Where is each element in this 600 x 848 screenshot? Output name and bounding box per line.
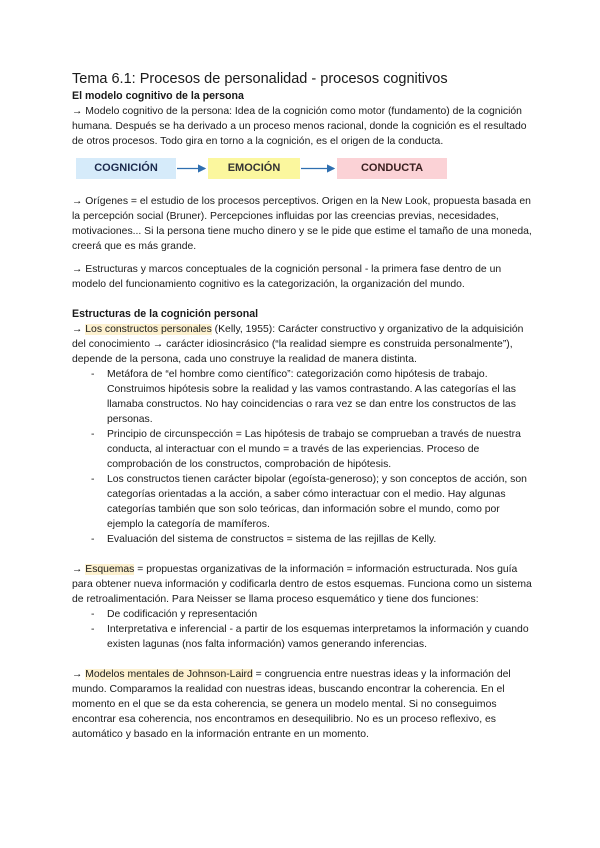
list-item: - Interpretativa e inferencial - a partir de los esquemas interpretamos la información y cuando existen lagunas (nos falta información) vamos generando inferencias. <box>94 622 532 652</box>
term-constructos: Los constructos personales <box>85 324 212 335</box>
list-item: - Principio de circunspección = Las hipótesis de trabajo se comprueban a través de nuestra conducta, al interactuar con el mundo = a través de las experiencias. Proceso de comprobación de los constructos, comprobación de hipótesis. <box>94 427 532 472</box>
paragraph-esquemas: → Esquemas = propuestas organizativas de la información = información estructurada. Nos guía para obtener nueva información y codificarla dentro de estos esquemas. Funciona como un sistema de retroalimentación. Para Neisser se llama proceso esquemático y tiene dos funciones: <box>72 564 532 605</box>
paragraph-modelos-mentales: → Modelos mentales de Johnson-Laird = congruencia entre nuestras ideas y la información del mundo. Comparamos la realidad con nuestras ideas, buscando encontrar la coherencia. En el momento en el que se da esta coherencia, se genera un modelo mental. Si no conseguimos encontrar esa coherencia, nos encontramos en desequilibrio. No es un proceso reflexivo, es automático y basado en la información entrante en un momento. <box>72 669 511 740</box>
section-heading-modelo: El modelo cognitivo de la persona <box>72 90 244 102</box>
list-item: - Los constructos tienen carácter bipolar (egoísta-generoso); y son conceptos de acción, son categorías orientadas a la acción, a saber cómo interactuar con el medio. Hay algunas categorías también que son solo teóricas, dan información sobre el mundo, como por ejemplo la categoría de mamíferos. <box>94 472 532 532</box>
list-constructos <box>72 367 532 547</box>
paragraph-modelo: → Modelo cognitivo de la persona: Idea de la cognición como motor (fundamento) de la cognición humana. Después se ha derivado a un proceso menos racional, donde la cognición es el resultado de otros procesos. Todo gira en torno a la cognición, es el origen de la conducta. <box>72 106 527 147</box>
paragraph-origenes: → Orígenes = el estudio de los procesos perceptivos. Origen en la New Look, propuesta basada en la percepción social (Bruner). Percepciones influidas por las creencias previas, necesidades, motivaciones... Si la persona tiene mucho dinero y se le pide que estime el tamaño de una moneda, creerá que es más grande. <box>72 196 532 252</box>
document-page <box>72 70 532 742</box>
list-item: - De codificación y representación <box>94 607 532 622</box>
paragraph-estructuras: → Estructuras y marcos conceptuales de la cognición personal - la primera fase dentro de un modelo del funcionamiento cognitivo es la categorización, la organización del mundo. <box>72 264 502 290</box>
flow-diagram <box>72 158 532 182</box>
page-title: Tema 6.1: Procesos de personalidad - procesos cognitivos <box>72 71 448 87</box>
list-esquemas <box>72 607 532 652</box>
paragraph-constructos: → Los constructos personales (Kelly, 1955): Carácter constructivo y organizativo de la adquisición del conocimiento → carácter idiosincrásico (“la realidad siempre es construida personalmente”), depende de la persona, cada uno construye la realidad de manera distinta. <box>72 324 524 365</box>
list-item: - Evaluación del sistema de constructos = sistema de las rejillas de Kelly. <box>94 532 532 547</box>
box-emocion: EMOCIÓN <box>208 158 300 179</box>
section-heading-estructuras: Estructuras de la cognición personal <box>72 308 259 320</box>
list-item: - Metáfora de “el hombre como científico”: categorización como hipótesis de trabajo. Construimos hipótesis sobre la realidad y las vamos contrastando. A las categorías el las llamaba constructos. No hay coincidencias o rara vez se dan entre los constructos de las personas. <box>94 367 532 427</box>
box-cognicion: COGNICIÓN <box>76 158 176 179</box>
term-modelos-mentales: Modelos mentales de Johnson-Laird <box>85 669 253 680</box>
box-conducta: CONDUCTA <box>337 158 447 179</box>
term-esquemas: Esquemas <box>85 564 135 575</box>
